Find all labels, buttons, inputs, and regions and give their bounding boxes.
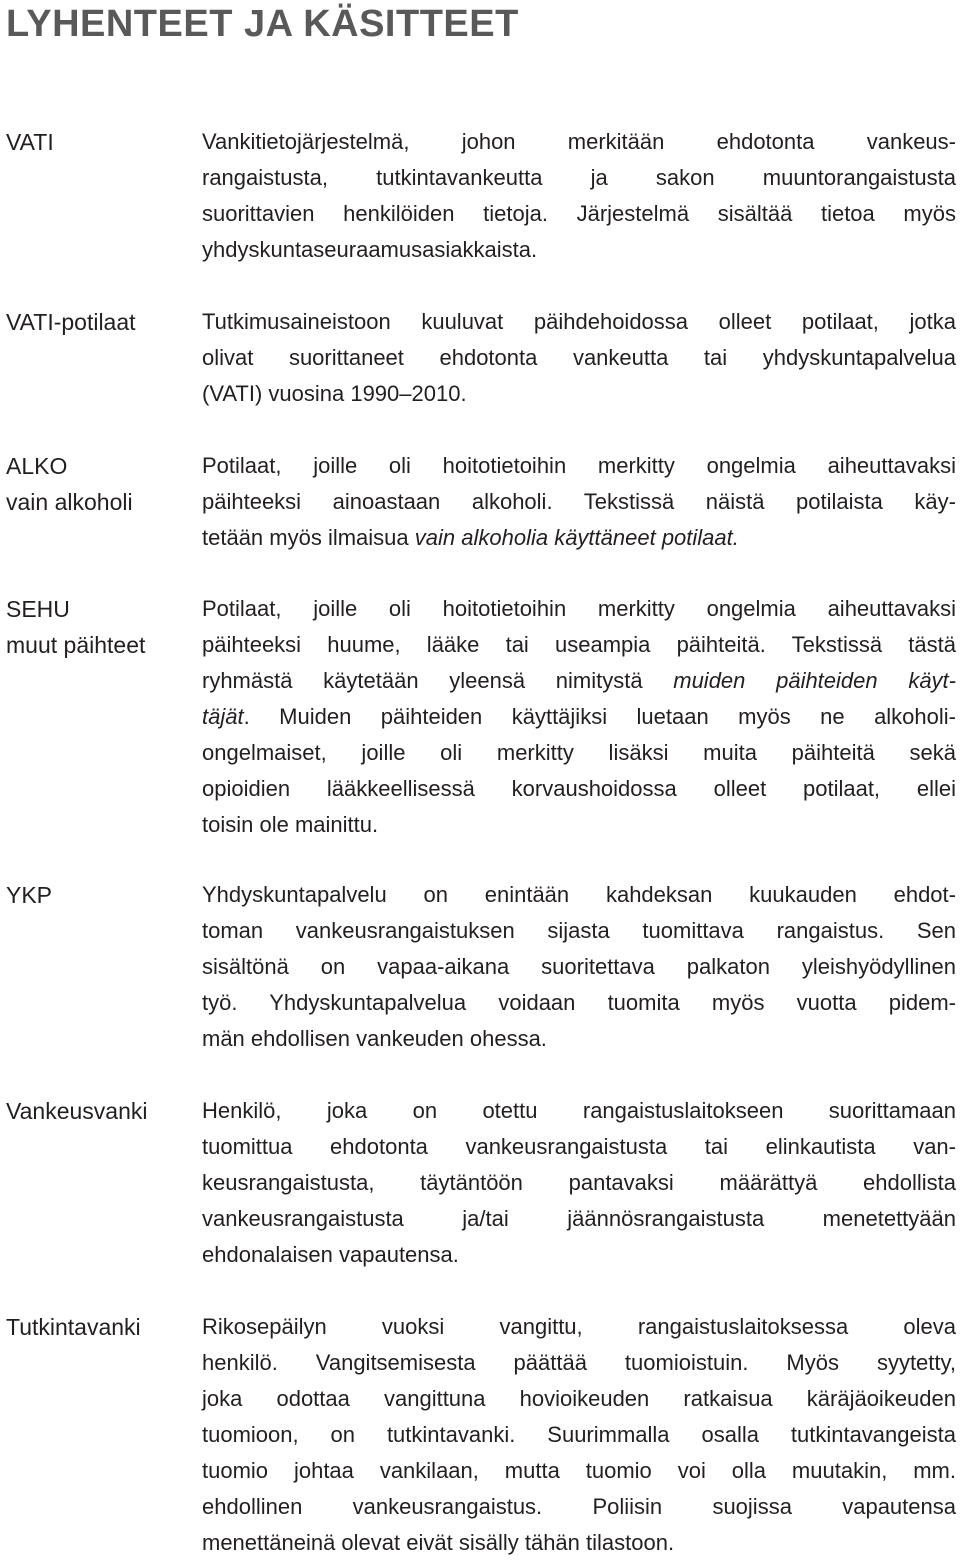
term (6, 448, 196, 520)
definition-line: keusrangaistusta, täytäntöön pantavaksi määrättyä ehdollista (202, 1170, 956, 1195)
definition-line: työ. Yhdyskuntapalvelua voidaan tuomita myös vuotta pidem- (202, 990, 956, 1015)
definition-line: Henkilö, joka on otettu rangaistuslaitokseen suorittamaan (202, 1098, 956, 1123)
definition-line: tuomioon, on tutkintavanki. Suurimmalla osalla tutkintavangeista (202, 1422, 956, 1447)
definition-line: Rikosepäilyn vuoksi vangittu, rangaistuslaitoksessa oleva (202, 1314, 956, 1339)
definition (202, 124, 956, 268)
definition (202, 1093, 956, 1273)
definition-line: toman vankeusrangaistuksen sijasta tuomittava rangaistus. Sen (202, 918, 956, 943)
term-line: Tutkintavanki (6, 1314, 141, 1340)
definition-line: päihteeksi ainoastaan alkoholi. Tekstissä näistä potilaista käy- (202, 489, 956, 514)
page-title: LYHENTEET JA KÄSITTEET (6, 3, 519, 45)
definition-line: joka odottaa vangittuna hovioikeuden ratkaisua käräjäoikeuden (202, 1386, 956, 1411)
term-line: YKP (6, 882, 53, 908)
definition-line: menettäneinä olevat eivät sisälly tähän tilastoon. (202, 1530, 675, 1555)
term (6, 1093, 196, 1129)
definition-emphasis: muiden päihteiden käyt- (673, 668, 956, 693)
definition-line: toisin ole mainittu. (202, 812, 379, 837)
definition-line: henkilö. Vangitsemisesta päättää tuomioistuin. Myös syytetty, (202, 1350, 956, 1375)
definition (202, 1309, 956, 1561)
definition-line: Yhdyskuntapalvelu on enintään kahdeksan kuukauden ehdot- (202, 882, 956, 907)
definition-line: ongelmaiset, joille oli merkitty lisäksi muita päihteitä sekä (202, 740, 956, 765)
term-line: muut päihteet (6, 632, 146, 658)
definition-line: Vankitietojärjestelmä, johon merkitään ehdotonta vankeus- (202, 129, 956, 154)
term-line: SEHU (6, 596, 70, 622)
definition-line: Tutkimusaineistoon kuuluvat päihdehoidossa olleet potilaat, jotka (202, 309, 956, 334)
term (6, 1309, 196, 1345)
definition-line (202, 699, 956, 735)
definition (202, 304, 956, 412)
definition-line: sisältönä on vapaa-aikana suoritettava palkaton yleishyödyllinen (202, 954, 956, 979)
term (6, 591, 196, 663)
definition-line: män ehdollisen vankeuden ohessa. (202, 1026, 547, 1051)
term-line: ALKO (6, 453, 68, 479)
definition-text: . Muiden päihteiden käyttäjiksi luetaan myös ne alkoholi- (243, 704, 956, 729)
definition-line: suorittavien henkilöiden tietoja. Järjestelmä sisältää tietoa myös (202, 201, 956, 226)
definition-line: rangaistusta, tutkintavankeutta ja sakon muuntorangaistusta (202, 165, 956, 190)
definition-line: vankeusrangaistusta ja/tai jäännösrangaistusta menetettyään (202, 1206, 956, 1231)
definition-line: yhdyskuntaseuraamusasiakkaista. (202, 237, 538, 262)
definition-line: Potilaat, joille oli hoitotietoihin merkitty ongelmia aiheuttavaksi (202, 596, 956, 621)
definition (202, 448, 956, 556)
definition-line: ehdonalaisen vapautensa. (202, 1242, 459, 1267)
definition-line (202, 520, 956, 556)
definition-line: Potilaat, joille oli hoitotietoihin merkitty ongelmia aiheuttavaksi (202, 453, 956, 478)
definition-text: ryhmästä käytetään yleensä nimitystä (202, 668, 674, 693)
definition (202, 591, 956, 843)
definition-line: olivat suorittaneet ehdotonta vankeutta tai yhdyskuntapalvelua (202, 345, 956, 370)
definition-emphasis: täjät (202, 704, 244, 729)
term-line: VATI-potilaat (6, 309, 136, 335)
term (6, 124, 196, 160)
term (6, 877, 196, 913)
definition-line: päihteeksi huume, lääke tai useampia päihteitä. Tekstissä tästä (202, 632, 956, 657)
definition (202, 877, 956, 1057)
term (6, 304, 196, 340)
definition-line: tuomio johtaa vankilaan, mutta tuomio voi olla muutakin, mm. (202, 1458, 956, 1483)
definition-emphasis: vain alkoholia käyttäneet potilaat. (414, 525, 739, 550)
definition-line: tuomittua ehdotonta vankeusrangaistusta tai elinkautista van- (202, 1134, 956, 1159)
term-line: Vankeusvanki (6, 1098, 148, 1124)
term-line: VATI (6, 129, 54, 155)
definition-line: (VATI) vuosina 1990–2010. (202, 381, 467, 406)
definition-line: opioidien lääkkeellisessä korvaushoidossa olleet potilaat, ellei (202, 776, 956, 801)
definition-text: tetään myös ilmaisua (202, 525, 415, 550)
definition-line: ehdollinen vankeusrangaistus. Poliisin suojissa vapautensa (202, 1494, 956, 1519)
definition-line (202, 663, 956, 699)
term-line: vain alkoholi (6, 489, 133, 515)
